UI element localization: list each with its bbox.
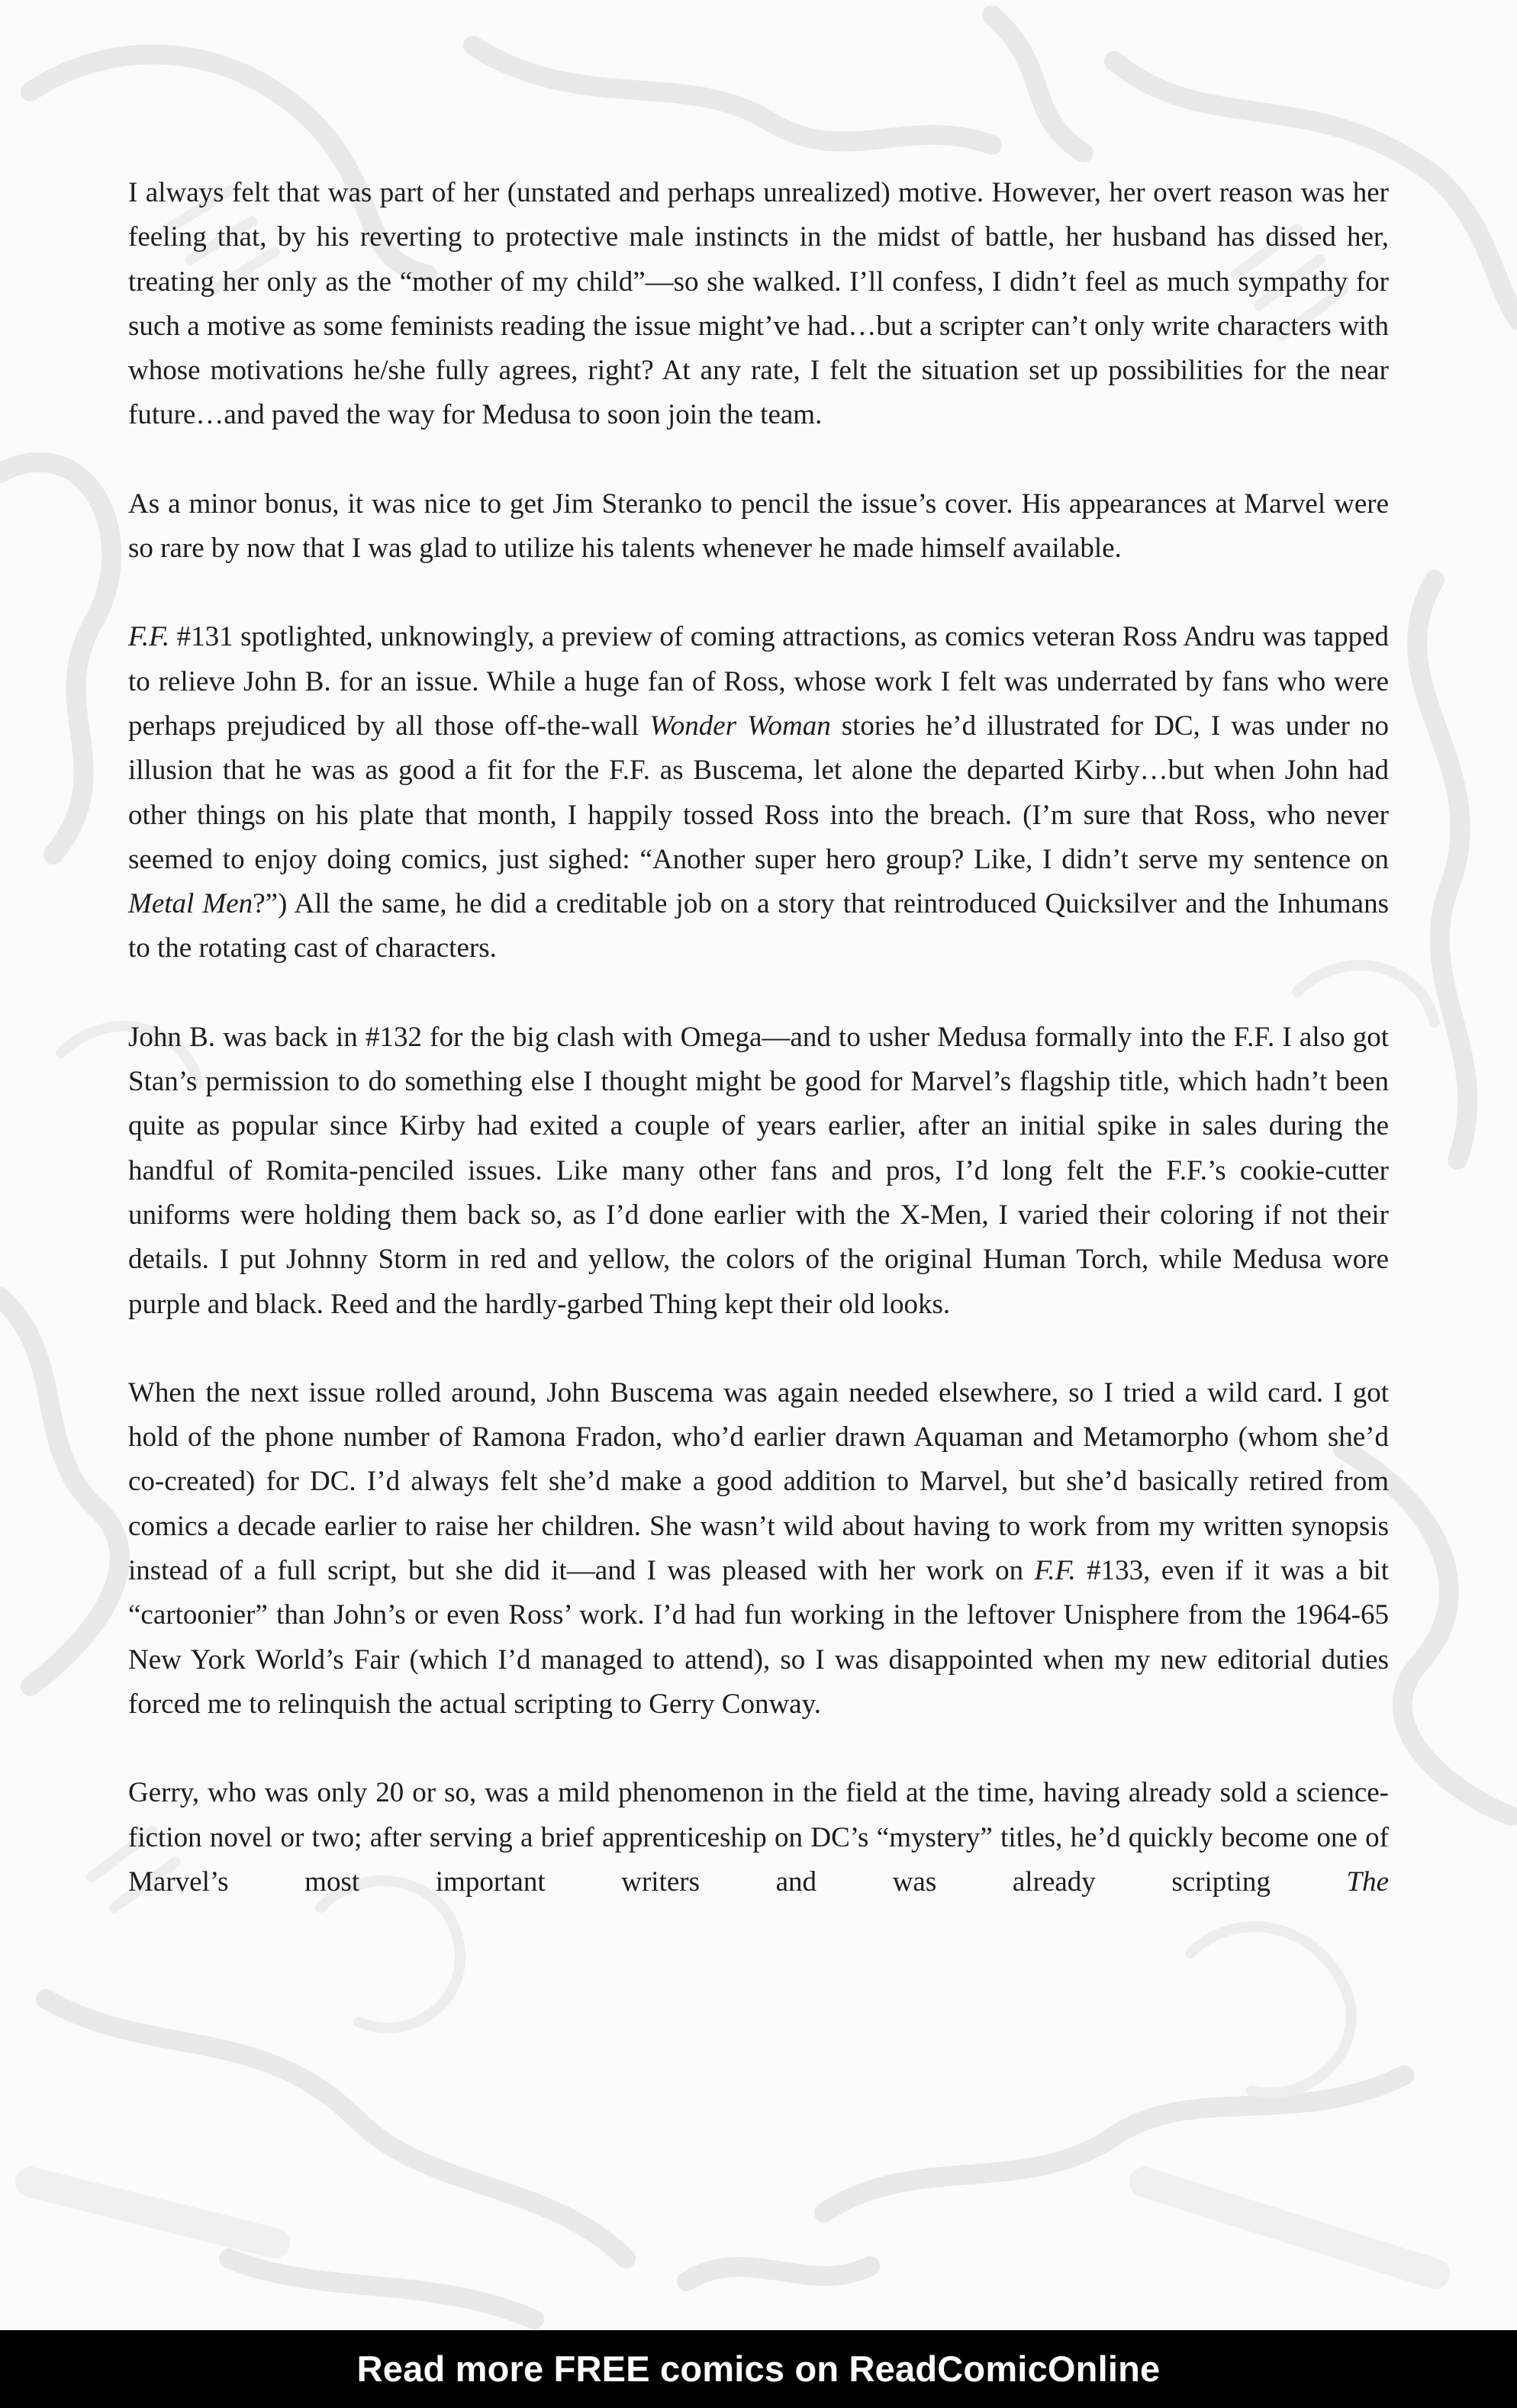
paragraph: I always felt that was part of her (unstated and perhaps unrealized) motive. However, her overt reason was her feeling that, by his reverting to protective male instincts in the midst of battle, her husband has dissed her, treating her only as the “mother of my child”—so she walked. I’ll confess, I didn’t feel as much sympathy for such a motive as some feminists reading the issue might’ve had…but a scripter can’t only write characters with whose motivations he/she fully agrees, right? At any rate, I felt the situation set up possibilities for the near future…and paved the way for Medusa to soon join the team. xyxy=(128,177,1389,431)
comic-title: Metal Men xyxy=(128,888,253,920)
issue-title: F.F. xyxy=(1034,1555,1076,1587)
paragraph-text: When the next issue rolled around, John Buscema was again needed elsewhere, so I tried a wild card. I got hold of the phone number of Ramona Fradon, who’d earlier drawn Aquaman and Metamorpho (whom she’d co-created) for DC. I’d always felt she’d make a good addition to Marvel, but she’d basically retired from comics a decade earlier to raise her children. She wasn’t wild about having to work from my written synopsis instead of a full script, but she did it—and I was pleased with her work on xyxy=(128,1376,1389,1587)
read-more-banner-link[interactable]: Read more FREE comics on ReadComicOnline xyxy=(0,2330,1517,2408)
paragraph xyxy=(128,615,1389,971)
paragraph-text: ?”) All the same, he did a creditable job on a story that reintroduced Quicksilver and the Inhumans to the rotating cast of characters. xyxy=(128,888,1390,964)
paragraph xyxy=(128,1771,1389,1904)
issue-title: F.F. xyxy=(128,621,170,653)
article-text xyxy=(128,171,1389,1904)
paragraph xyxy=(128,1371,1389,1727)
comic-title: Wonder Woman xyxy=(649,710,831,742)
paragraph-text: #133, even if it was a bit “cartoonier” than John’s or even Ross’ work. I’d had fun working in the leftover Unisphere from the 1964-65 New York World’s Fair (which I’d managed to attend), so I was disappointed when my new editorial duties forced me to relinquish the actual scripting to Gerry Conway. xyxy=(128,1555,1390,1720)
paragraph-text: Gerry, who was only 20 or so, was a mild phenomenon in the field at the time, having already sold a science-fiction novel or two; after serving a brief apprenticeship on DC’s “mystery” titles, he’d quickly become one of Marvel’s most important writers and was already scripting xyxy=(128,1777,1389,1898)
paragraph: As a minor bonus, it was nice to get Jim Steranko to pencil the issue’s cover. His appearances at Marvel were so rare by now that I was glad to utilize his talents whenever he made himself available. xyxy=(128,488,1389,565)
paragraph: John B. was back in #132 for the big clash with Omega—and to usher Medusa formally into the F.F. I also got Stan’s permission to do something else I thought might be good for Marvel’s flagship title, which hadn’t been quite as popular since Kirby had exited a couple of years earlier, after an initial spike in sales during the handful of Romita-penciled issues. Like many other fans and pros, I’d long felt the F.F.’s cookie-cutter uniforms were holding them back so, as I’d done earlier with the X-Men, I varied their coloring if not their details. I put Johnny Storm in red and yellow, the colors of the original Human Torch, while Medusa wore purple and black. Reed and the hardly-garbed Thing kept their old looks. xyxy=(128,1021,1389,1320)
comic-title: The xyxy=(1346,1866,1389,1898)
paragraph-text: #131 spotlighted, unknowingly, a preview of coming attractions, as comics veteran Ross Andru was tapped to relieve John B. for an issue. While a huge fan of Ross, whose work I felt was underrated by fans who were perhaps prejudiced by all those off-the-wall xyxy=(128,621,1389,742)
paragraph-text: stories he’d illustrated for DC, I was under no illusion that he was as good a fit for the F.F. as Buscema, let alone the departed Kirby…but when John had other things on his plate that month, I happily tossed Ross into the breach. (I’m sure that Ross, who never seemed to enjoy doing comics, just sighed: “Another super hero group? Like, I didn’t serve my sentence on xyxy=(128,710,1389,875)
